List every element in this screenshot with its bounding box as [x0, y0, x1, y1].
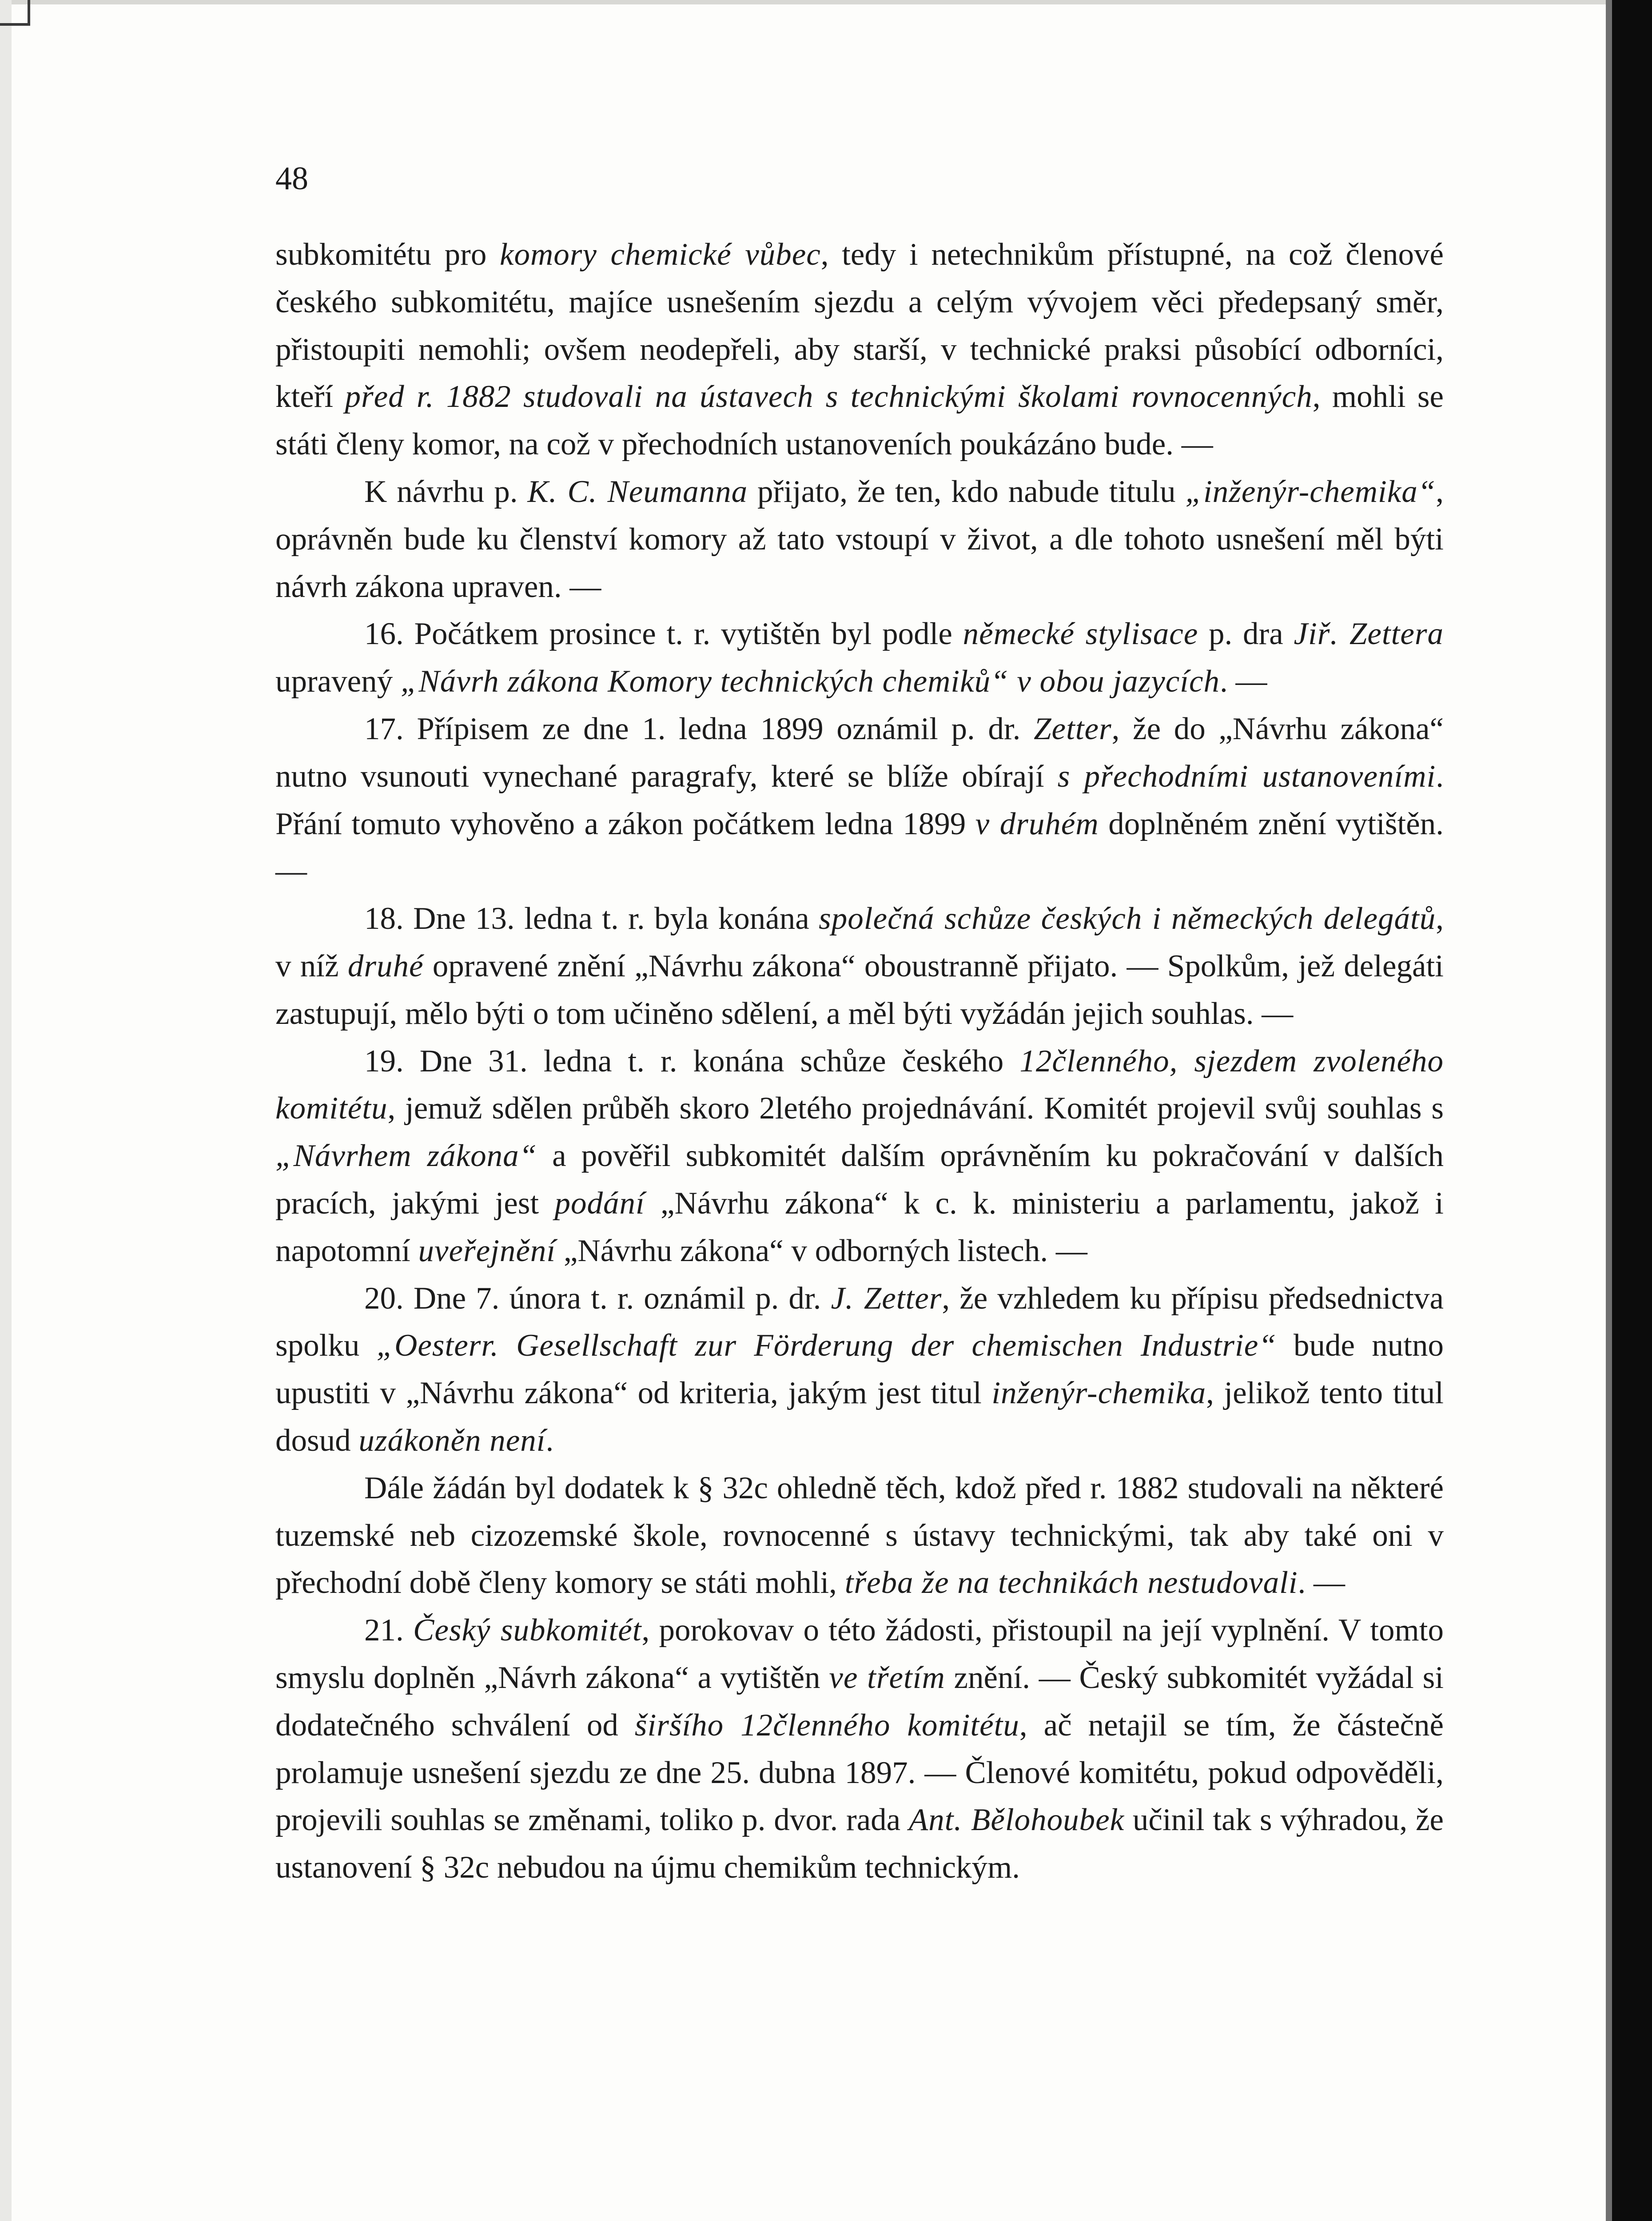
text-run: , jemuž sdělen průběh skoro 2letého projednávání. Komitét projevil svůj souhlas s [387, 1091, 1444, 1126]
emphasized-text: uveřejnění [418, 1233, 556, 1268]
text-run: a pověřil subkomitét dalším oprávněním ku pokračování v dalších pracích, jakými jest [275, 1138, 1444, 1221]
text-run: upravený [275, 664, 401, 699]
paragraph [275, 610, 1444, 705]
paragraph [275, 1038, 1444, 1275]
text-run: . Přání tomuto vyhověno a zákon počátkem ledna 1899 [275, 759, 1444, 841]
text-run: doplněném znění vytištěn. — [275, 806, 1444, 889]
text-run: 18. Dne 13. ledna t. r. byla konána [364, 901, 819, 936]
emphasized-text: ve třetím [829, 1660, 945, 1695]
emphasized-text: Zetter [1034, 711, 1112, 746]
page-text [275, 231, 1444, 1891]
text-run: . — [1298, 1565, 1345, 1600]
text-run: 20. Dne 7. února t. r. oznámil p. dr. [364, 1281, 831, 1316]
scan-border-left [0, 0, 12, 2221]
emphasized-text: širšího 12členného komitétu [634, 1708, 1019, 1743]
text-run: přijato, že ten, kdo nabude titulu [748, 474, 1186, 509]
emphasized-text: podání [554, 1186, 645, 1221]
text-run: „Návrhu zákona“ k c. k. ministeriu a parlamentu, jakož i napotomní [275, 1186, 1444, 1268]
text-run: Dále žádán byl dodatek k § 32c ohledně těch, kdož před r. 1882 studovali na některé tuzemské neb cizozemské škole, rovnocenné s ústavy technickými, tak aby také oni v přechodní době členy komory se státi mohli, [275, 1470, 1444, 1600]
text-run: p. dra [1198, 617, 1294, 652]
paragraph [275, 468, 1444, 610]
text-run: „Návrhu zákona“ v odborných listech. — [556, 1233, 1087, 1268]
emphasized-text: druhé [347, 948, 424, 983]
emphasized-text: Ant. Bělohoubek [908, 1803, 1125, 1838]
emphasized-text: v druhém [975, 806, 1099, 841]
text-run: . [545, 1423, 554, 1458]
emphasized-text: 12členného, sjezdem zvoleného komitétu [275, 1043, 1444, 1126]
emphasized-text: „inženýr-chemika“ [1185, 474, 1436, 509]
text-run: 19. Dne 31. ledna t. r. konána schůze českého [364, 1043, 1020, 1079]
page-number: 48 [275, 160, 308, 197]
emphasized-text: Jiř. Zettera [1294, 617, 1444, 652]
emphasized-text: s přechodními ustanoveními [1057, 759, 1436, 794]
text-run: 17. Přípisem ze dne 1. ledna 1899 oznámil p. dr. [364, 711, 1034, 746]
text-run: , že do „Návrhu zákona“ nutno vsunouti vynechané paragrafy, které se blíže obírají [275, 711, 1444, 794]
emphasized-text: „Oesterr. Gesellschaft zur Förderung der chemischen Industrie“ [376, 1328, 1277, 1363]
scan-border-top [12, 0, 1606, 4]
paragraph [275, 1465, 1444, 1607]
emphasized-text: třeba že na technikách nestudovali [844, 1565, 1298, 1600]
scan-shadow-right [1606, 0, 1612, 2221]
emphasized-text: „Návrhem zákona“ [275, 1138, 537, 1174]
text-run: , porokovav o této žádosti, přistoupil na její vyplnění. V tomto smyslu doplněn „Návrh zákona“ a vytištěn [275, 1613, 1444, 1695]
emphasized-text: inženýr-chemika [991, 1376, 1206, 1411]
text-run: znění. — Český subkomitét vyžádal si dodatečného schválení od [275, 1660, 1444, 1743]
scan-border-right [1612, 0, 1652, 2221]
paragraph [275, 1607, 1444, 1891]
emphasized-text: uzákoněn není [358, 1423, 546, 1458]
scan-corner-mark [0, 0, 30, 26]
emphasized-text: komory chemické vůbec [499, 237, 821, 272]
text-run: , mohli se státi členy komor, na což v přechodních ustanoveních poukázáno bude. — [275, 379, 1444, 462]
text-run: , jelikož tento titul dosud [275, 1376, 1444, 1458]
text-run: K návrhu p. [364, 474, 528, 509]
paragraph [275, 1275, 1444, 1465]
emphasized-text: J. Zetter [831, 1281, 942, 1316]
emphasized-text: K. C. Neumanna [527, 474, 748, 509]
text-run: , oprávněn bude ku členství komory až tato vstoupí v život, a dle tohoto usnešení měl býti návrh zákona upraven. — [275, 474, 1444, 604]
text-run: , v níž [275, 901, 1444, 983]
text-run: bude nutno upustiti v „Návrhu zákona“ od kriteria, jakým jest titul [275, 1328, 1444, 1411]
emphasized-text: společná schůze českých i německých delegátů [819, 901, 1436, 936]
text-run: 21. [364, 1613, 414, 1648]
text-run: opravené znění „Návrhu zákona“ oboustranně přijato. — Spolkům, jež delegáti zastupují, mělo býti o tom učiněno sdělení, a měl býti vyžádán jejich souhlas. — [275, 948, 1444, 1031]
text-run: 16. Počátkem prosince t. r. vytištěn byl podle [364, 617, 963, 652]
emphasized-text: německé stylisace [963, 617, 1198, 652]
emphasized-text: „Návrh zákona Komory technických chemiků“ v obou jazycích [400, 664, 1220, 699]
paragraph [275, 231, 1444, 468]
text-run: , tedy i netechnikům přístupné, na což členové českého subkomitétu, majíce usnešením sjezdu a celým vývojem věci předepsaný směr, přistoupiti nemohli; ovšem neodepřeli, aby starší, v technické praksi působící odborníci, kteří [275, 237, 1444, 414]
text-run: subkomitétu pro [275, 237, 500, 272]
paragraph [275, 705, 1444, 895]
text-run: učinil tak s výhradou, že ustanovení § 32c nebudou na újmu chemikům technickým. [275, 1803, 1444, 1885]
text-run: . — [1220, 664, 1267, 699]
emphasized-text: Český subkomitét [413, 1613, 642, 1648]
paragraph [275, 895, 1444, 1037]
text-run: , ač netajil se tím, že částečně prolamuje usnešení sjezdu ze dne 25. dubna 1897. — Členové komitétu, pokud odpověděli, projevili souhlas se změnami, toliko p. dvor. rada [275, 1708, 1444, 1838]
text-run: , že vzhledem ku přípisu předsednictva spolku [275, 1281, 1444, 1363]
emphasized-text: před r. 1882 studovali na ústavech s technickými školami rovnocenných [345, 379, 1313, 414]
